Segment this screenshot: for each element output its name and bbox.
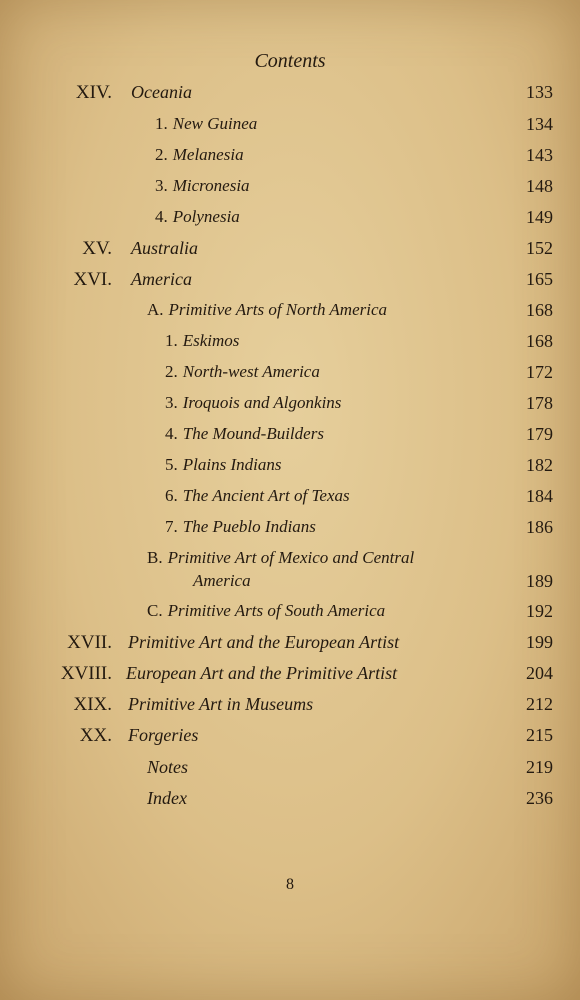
chapter-number: XVI. [73,269,112,290]
chapter-number: XVIII. [60,663,112,684]
entry-title: Primitive Art in Museums [128,694,314,714]
entry-title: New Guinea [172,114,258,133]
toc-entry [0,455,580,481]
entry-title: The Mound-Builders [182,424,324,443]
page-number: 178 [526,393,553,413]
contents-heading: Contents [254,50,326,72]
entry-title: Micronesia [172,176,250,195]
entry-prefix: A. [147,300,164,319]
toc-entry [0,393,580,419]
toc-entry [0,788,580,814]
page-number: 186 [526,517,553,537]
entry-title: Primitive Art and the European Artist [128,632,400,652]
toc-entry [0,114,580,140]
toc-entry [0,238,580,264]
toc-entry [0,82,580,108]
page-number: 184 [526,486,553,506]
entry-title: Primitive Arts of North America [168,300,388,319]
page-number: 168 [526,331,553,351]
entry-prefix: 7. [165,517,178,536]
entry-title: Primitive Art of Mexico and Central [167,548,415,567]
page-number: 199 [526,632,553,652]
entry-title: Plains Indians [182,455,282,474]
page-number: 172 [526,362,553,382]
entry-prefix: 2. [155,145,168,164]
entry-prefix: 2. [165,362,178,381]
page-number: 143 [526,145,553,165]
entry-title: America [193,571,251,590]
entry-title: The Pueblo Indians [182,517,316,536]
chapter-number: XIX. [73,694,112,715]
toc-entry [0,331,580,357]
toc-entry [0,601,580,627]
toc-entry [0,176,580,202]
entry-title: Forgeries [128,725,199,745]
page-number: 148 [526,176,553,196]
entry-title: The Ancient Art of Texas [182,486,350,505]
toc-entry [0,300,580,326]
entry-prefix: 1. [155,114,168,133]
page-number: 134 [526,114,553,134]
toc-entry [0,269,580,295]
entry-title: European Art and the Primitive Artist [126,663,398,683]
page-number: 236 [526,788,553,808]
entry-prefix: 4. [165,424,178,443]
entry-title: Oceania [131,82,192,102]
entry-title: Index [147,788,187,808]
page-number: 204 [526,663,553,683]
toc-entry [0,207,580,233]
page-number: 215 [526,725,553,745]
toc-entry [0,725,580,751]
entry-prefix: 5. [165,455,178,474]
entry-prefix: 4. [155,207,168,226]
toc-entry [0,757,580,783]
page-number: 212 [526,694,553,714]
toc-entry [0,145,580,171]
entry-title: Eskimos [182,331,240,350]
chapter-number: XVII. [67,632,112,653]
page-number: 165 [526,269,553,289]
toc-entry-continuation [0,571,580,597]
page-number: 149 [526,207,553,227]
page-number: 152 [526,238,553,258]
entry-prefix: 3. [165,393,178,412]
page-number: 219 [526,757,553,777]
entry-title: North-west America [182,362,320,381]
toc-entry [0,517,580,543]
entry-title: Iroquois and Algonkins [182,393,342,412]
toc-entry [0,663,580,689]
chapter-number: XIV. [75,82,112,103]
page-number: 189 [526,571,553,591]
entry-prefix: 1. [165,331,178,350]
page-number: 168 [526,300,553,320]
entry-title: Notes [147,757,189,777]
entry-title: Primitive Arts of South America [167,601,386,620]
entry-title: Melanesia [172,145,244,164]
entry-title: Polynesia [172,207,240,226]
toc-entry [0,486,580,512]
page-number: 182 [526,455,553,475]
toc-entry [0,694,580,720]
page-number: 179 [526,424,553,444]
entry-title: America [131,269,192,289]
entry-prefix: B. [147,548,163,567]
toc-entry [0,632,580,658]
entry-prefix: 6. [165,486,178,505]
chapter-number: XV. [82,238,112,259]
page-number: 133 [526,82,553,102]
entry-prefix: 3. [155,176,168,195]
toc-entry [0,424,580,450]
entry-title: Australia [131,238,199,258]
entry-prefix: C. [147,601,163,620]
toc-entry [0,362,580,388]
page-number: 192 [526,601,553,621]
chapter-number: XX. [79,725,112,746]
page-folio: 8 [286,876,294,893]
